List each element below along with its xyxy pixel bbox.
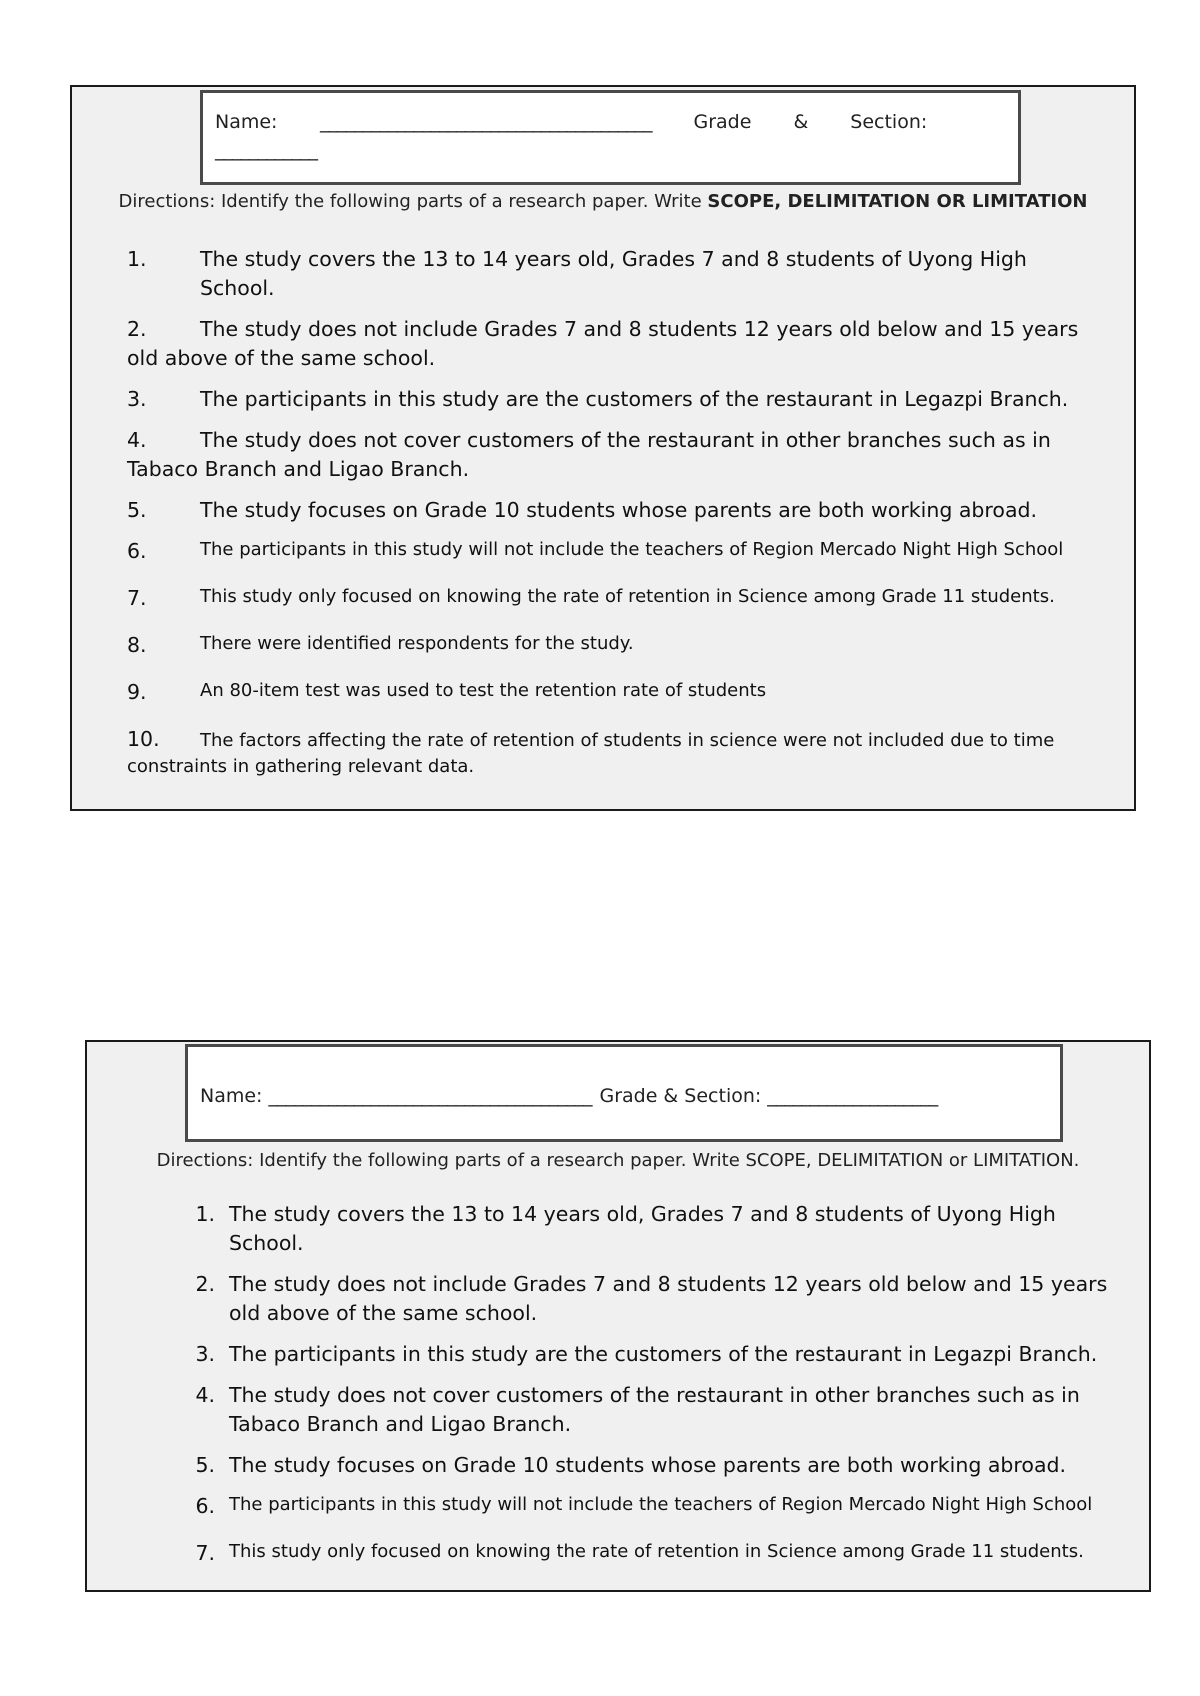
item-number: 5. (195, 1453, 215, 1477)
item-text: The study covers the 13 to 14 years old, Grades 7 and 8 students of Uyong High School. (200, 247, 1027, 300)
list-item (127, 584, 1094, 613)
list-item (127, 385, 1094, 414)
item-text: The factors affecting the rate of retention of students in science were not included due to time constraints in gathering relevant data. (127, 730, 1055, 777)
list-item (127, 678, 1094, 707)
item-text: The participants in this study are the customers of the restaurant in Legazpi Branch. (229, 1342, 1098, 1366)
name-blank: _______________________________________ (320, 111, 652, 133)
item-text: This study only focused on knowing the rate of retention in Science among Grade 11 students. (200, 586, 1055, 607)
item-text: The study does not cover customers of the restaurant in other branches such as in Tabaco Branch and Ligao Branch. (127, 428, 1051, 481)
list-item (127, 426, 1094, 484)
item-text: The study does not include Grades 7 and 8 students 12 years old below and 15 years old above of the same school. (229, 1272, 1108, 1325)
name-box (185, 1044, 1063, 1142)
item-text: There were identified respondents for the study. (200, 633, 634, 654)
item-text: An 80-item test was used to test the retention rate of students (200, 680, 767, 701)
list-item (127, 315, 1094, 373)
directions: Directions: Identify the following parts of a research paper. Write SCOPE, DELIMITATION or LIMITATION. (156, 1150, 1080, 1171)
item-number: 6. (195, 1494, 215, 1518)
item-number: 5. (127, 498, 147, 522)
list-item (177, 1340, 1109, 1369)
directions-text: Directions: Identify the following parts of a research paper. Write (118, 191, 708, 212)
name-box (200, 90, 1021, 185)
item-number: 2. (127, 317, 147, 341)
worksheet-card-2 (85, 1040, 1151, 1592)
item-number: 7. (195, 1541, 215, 1565)
list-item (177, 1270, 1109, 1328)
list-item (177, 1381, 1109, 1439)
grade-section-label: Grade & Section: (599, 1085, 762, 1107)
section-label: Section: (850, 111, 928, 133)
worksheet-card-1 (70, 85, 1136, 811)
item-text: The study does not cover customers of the restaurant in other branches such as in Tabaco Branch and Ligao Branch. (229, 1383, 1080, 1436)
question-list (177, 1200, 1109, 1586)
item-text: The participants in this study are the customers of the restaurant in Legazpi Branch. (200, 387, 1069, 411)
item-number: 10. (127, 727, 160, 751)
section-blank: ____________ (215, 139, 317, 161)
ampersand: & (793, 111, 809, 133)
item-number: 7. (127, 586, 147, 610)
section-blank: ____________________ (767, 1085, 938, 1107)
list-item (127, 631, 1094, 660)
item-number: 3. (127, 387, 147, 411)
name-label: Name: (215, 111, 278, 133)
item-number: 1. (195, 1202, 215, 1226)
name-blank: ______________________________________ (268, 1085, 592, 1107)
item-number: 3. (195, 1342, 215, 1366)
item-text: The participants in this study will not include the teachers of Region Mercado Night High School (229, 1494, 1093, 1515)
list-item (127, 245, 1094, 303)
item-text: The study covers the 13 to 14 years old, Grades 7 and 8 students of Uyong High School. (229, 1202, 1056, 1255)
item-number: 4. (127, 428, 147, 452)
grade-label: Grade (693, 111, 752, 133)
list-item (127, 496, 1094, 525)
item-text: The participants in this study will not include the teachers of Region Mercado Night High School (200, 539, 1064, 560)
item-text: The study focuses on Grade 10 students whose parents are both working abroad. (200, 498, 1038, 522)
item-number: 1. (127, 247, 147, 271)
list-item (127, 537, 1094, 566)
item-text: The study does not include Grades 7 and 8 students 12 years old below and 15 years old above of the same school. (127, 317, 1079, 370)
directions (72, 191, 1134, 212)
list-item (177, 1451, 1109, 1480)
item-text: This study only focused on knowing the rate of retention in Science among Grade 11 students. (229, 1541, 1084, 1562)
item-text: The study focuses on Grade 10 students whose parents are both working abroad. (229, 1453, 1067, 1477)
list-item (177, 1200, 1109, 1258)
name-label: Name: (200, 1085, 263, 1107)
list-item (177, 1539, 1109, 1568)
list-item (177, 1492, 1109, 1521)
directions-choices: SCOPE, DELIMITATION OR LIMITATION (707, 191, 1088, 212)
list-item (127, 725, 1094, 780)
item-number: 8. (127, 633, 147, 657)
item-number: 4. (195, 1383, 215, 1407)
question-list (127, 245, 1094, 798)
item-number: 2. (195, 1272, 215, 1296)
item-number: 9. (127, 680, 147, 704)
item-number: 6. (127, 539, 147, 563)
